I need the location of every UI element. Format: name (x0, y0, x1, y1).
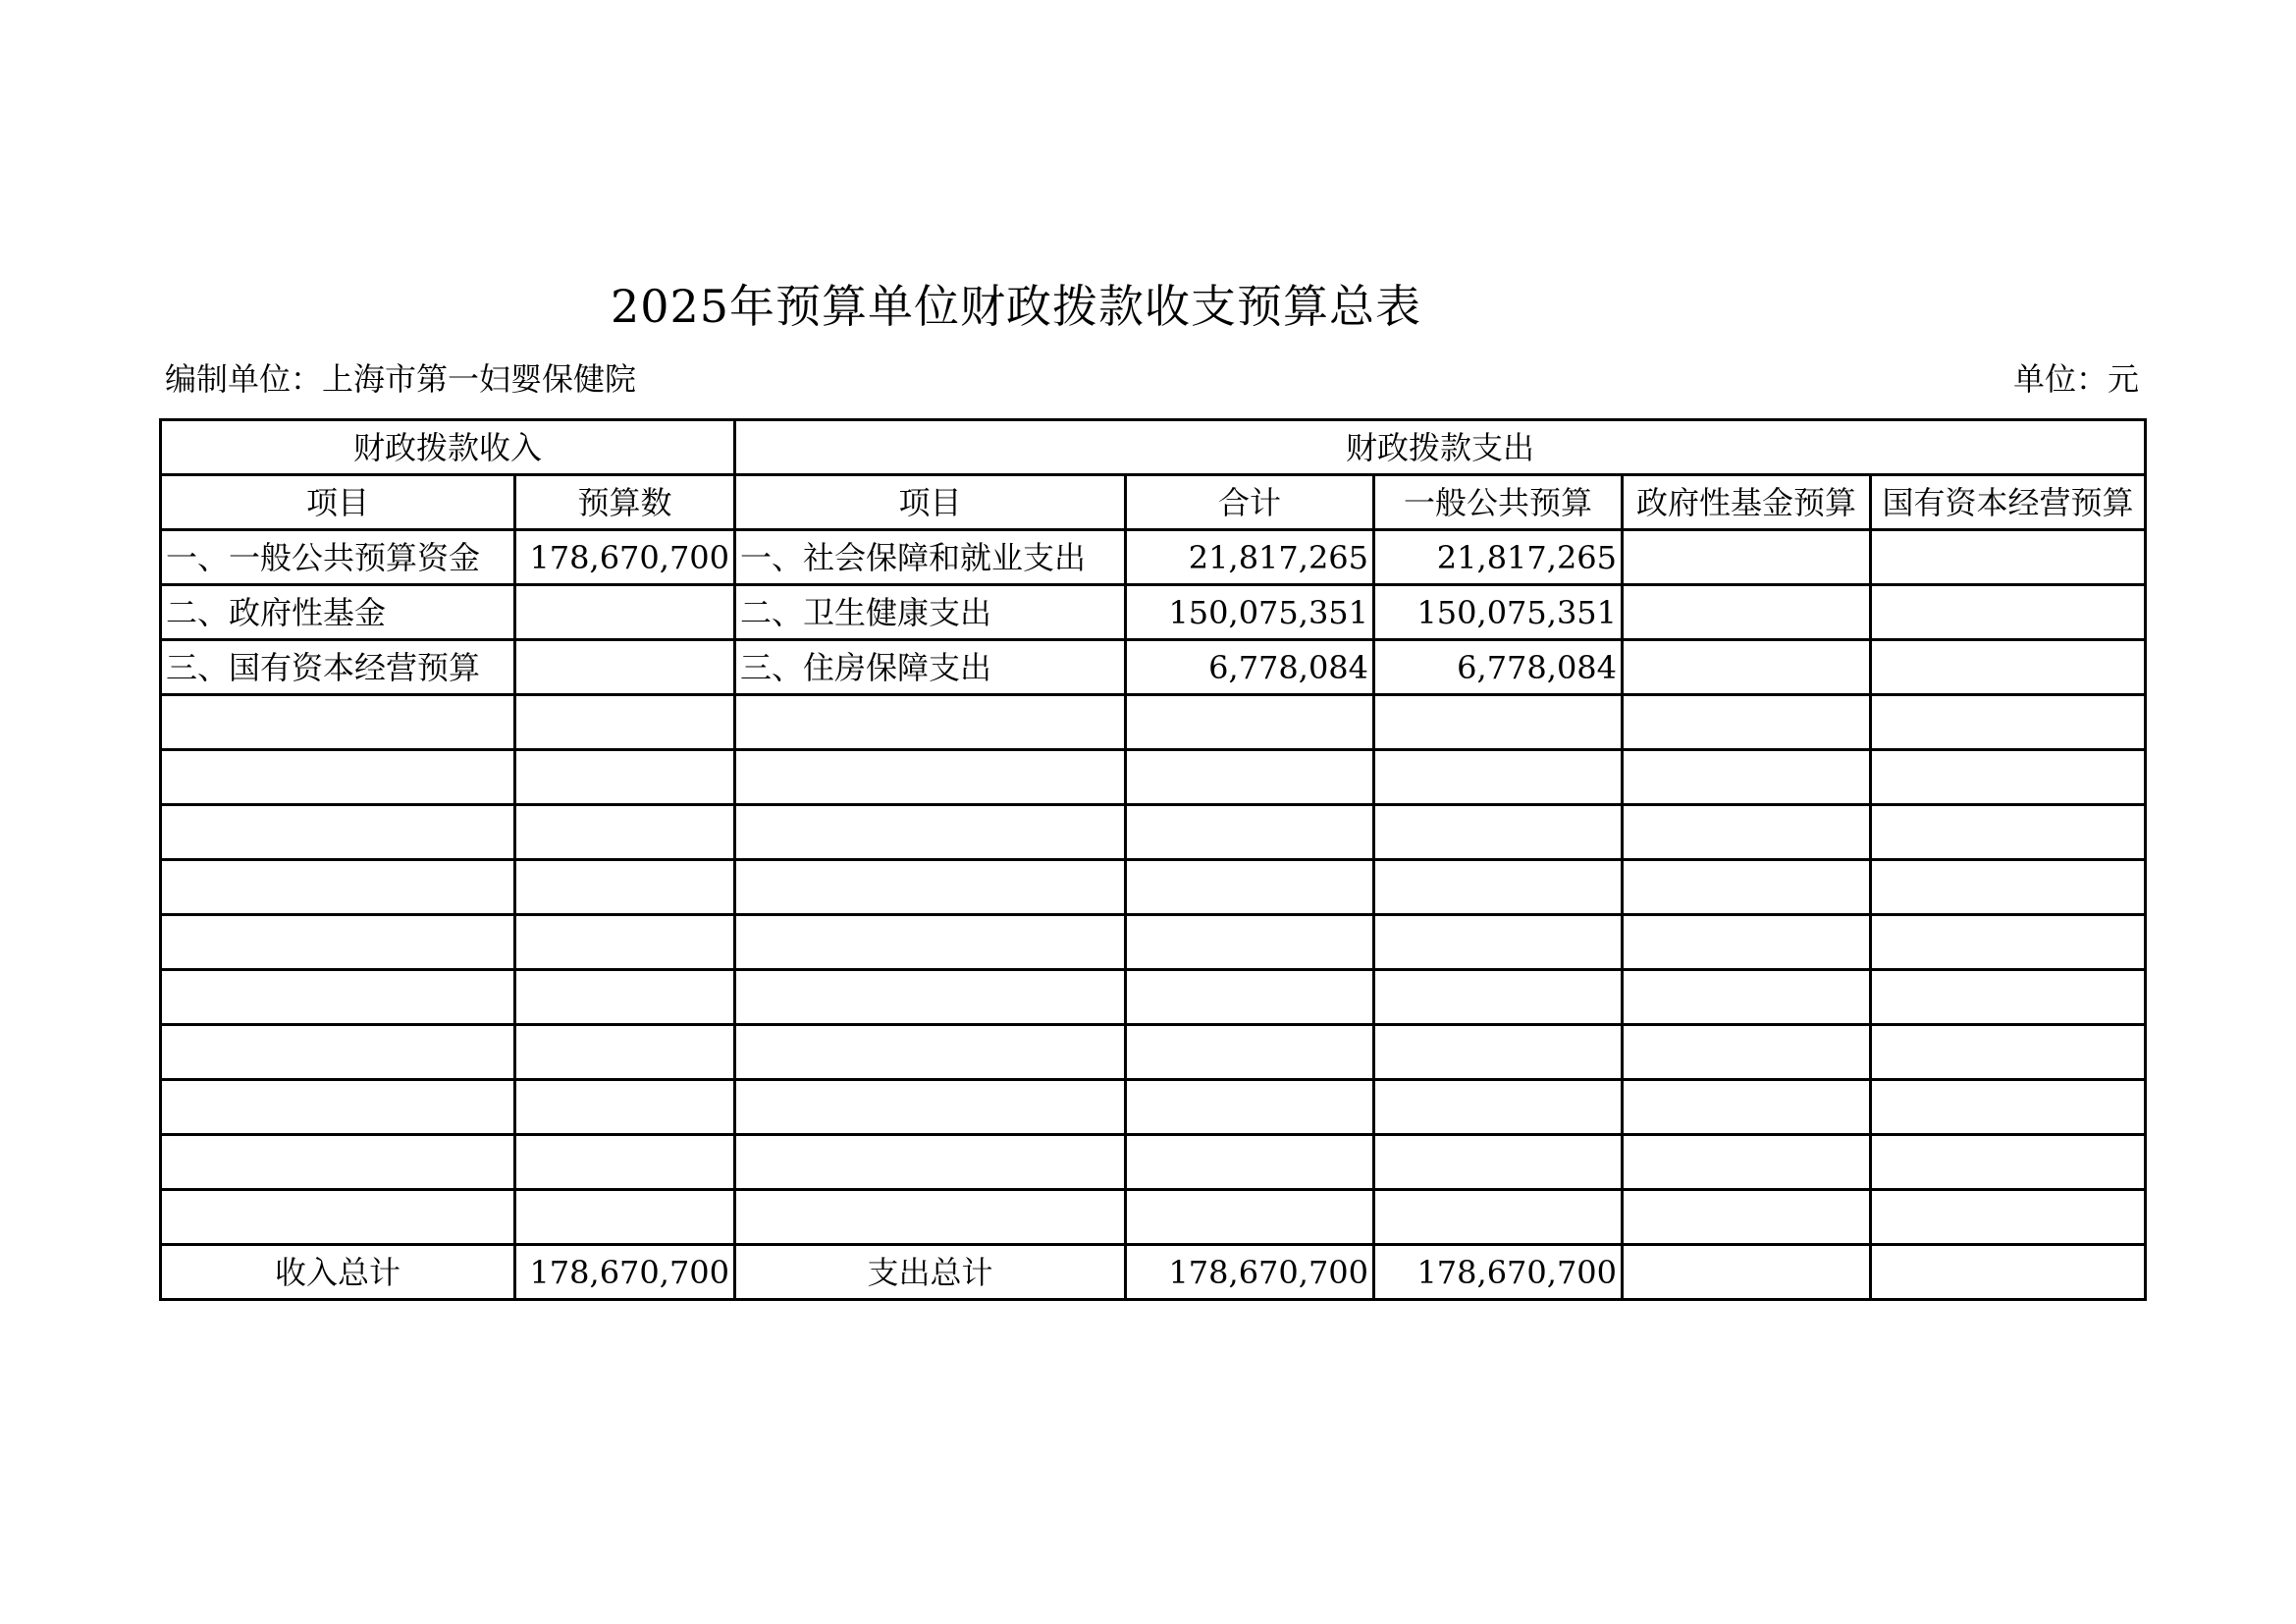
income-total-value: 178,670,700 (515, 1245, 735, 1300)
cell-expense-item: 一、社会保障和就业支出 (735, 530, 1126, 585)
cell-expense-item (735, 750, 1126, 805)
cell-income-item (161, 970, 515, 1025)
cell-gov-fund (1623, 585, 1871, 640)
col-header-income-item: 项目 (161, 475, 515, 530)
cell-state-capital (1871, 1190, 2146, 1245)
cell-total (1126, 1080, 1374, 1135)
cell-state-capital (1871, 750, 2146, 805)
budget-table (159, 418, 2147, 1301)
cell-expense-item (735, 970, 1126, 1025)
gov-fund-total-value (1623, 1245, 1871, 1300)
cell-state-capital (1871, 530, 2146, 585)
cell-income-budget (515, 585, 735, 640)
compiling-unit: 编制单位：上海市第一妇婴保健院 (165, 360, 637, 398)
cell-general-public (1374, 750, 1623, 805)
table-row (161, 1190, 2146, 1245)
cell-income-budget (515, 860, 735, 915)
cell-general-public (1374, 915, 1623, 970)
table-row (161, 915, 2146, 970)
cell-general-public (1374, 1190, 1623, 1245)
cell-expense-item (735, 695, 1126, 750)
cell-expense-item (735, 915, 1126, 970)
cell-income-budget (515, 750, 735, 805)
cell-income-budget (515, 805, 735, 860)
cell-income-item (161, 1190, 515, 1245)
table-row (161, 860, 2146, 915)
cell-gov-fund (1623, 640, 1871, 695)
cell-gov-fund (1623, 1025, 1871, 1080)
table-row (161, 970, 2146, 1025)
cell-state-capital (1871, 970, 2146, 1025)
cell-total (1126, 860, 1374, 915)
cell-income-budget (515, 970, 735, 1025)
expense-total-label: 支出总计 (735, 1245, 1126, 1300)
col-header-gov-fund: 政府性基金预算 (1623, 475, 1871, 530)
cell-total (1126, 1135, 1374, 1190)
table-row (161, 1135, 2146, 1190)
totals-row (161, 1245, 2146, 1300)
cell-gov-fund (1623, 530, 1871, 585)
cell-state-capital (1871, 640, 2146, 695)
cell-income-budget: 178,670,700 (515, 530, 735, 585)
table-row (161, 530, 2146, 585)
cell-gov-fund (1623, 970, 1871, 1025)
cell-general-public (1374, 970, 1623, 1025)
cell-state-capital (1871, 1025, 2146, 1080)
cell-general-public: 21,817,265 (1374, 530, 1623, 585)
cell-expense-item (735, 1080, 1126, 1135)
cell-income-item (161, 860, 515, 915)
cell-state-capital (1871, 860, 2146, 915)
cell-income-item (161, 1135, 515, 1190)
cell-total (1126, 970, 1374, 1025)
cell-income-budget (515, 1190, 735, 1245)
cell-state-capital (1871, 915, 2146, 970)
cell-income-budget (515, 695, 735, 750)
cell-expense-item: 二、卫生健康支出 (735, 585, 1126, 640)
table-row (161, 1025, 2146, 1080)
expense-total-value: 178,670,700 (1126, 1245, 1374, 1300)
cell-state-capital (1871, 805, 2146, 860)
cell-state-capital (1871, 1080, 2146, 1135)
cell-income-item: 三、国有资本经营预算 (161, 640, 515, 695)
cell-income-budget (515, 915, 735, 970)
cell-gov-fund (1623, 695, 1871, 750)
page-title: 2025年预算单位财政拨款收支预算总表 (610, 280, 1422, 333)
cell-income-item: 一、一般公共预算资金 (161, 530, 515, 585)
cell-gov-fund (1623, 805, 1871, 860)
expense-group-header: 财政拨款支出 (735, 420, 2146, 475)
cell-general-public (1374, 1080, 1623, 1135)
cell-expense-item (735, 860, 1126, 915)
table-row (161, 585, 2146, 640)
cell-expense-item: 三、住房保障支出 (735, 640, 1126, 695)
col-header-general-public: 一般公共预算 (1374, 475, 1623, 530)
cell-total (1126, 750, 1374, 805)
cell-income-item (161, 805, 515, 860)
cell-income-item (161, 915, 515, 970)
table-row (161, 695, 2146, 750)
cell-income-budget (515, 640, 735, 695)
cell-total: 150,075,351 (1126, 585, 1374, 640)
cell-state-capital (1871, 1135, 2146, 1190)
col-header-total: 合计 (1126, 475, 1374, 530)
cell-expense-item (735, 1190, 1126, 1245)
cell-income-item (161, 695, 515, 750)
col-header-expense-item: 项目 (735, 475, 1126, 530)
cell-income-item (161, 1080, 515, 1135)
income-total-label: 收入总计 (161, 1245, 515, 1300)
cell-total: 6,778,084 (1126, 640, 1374, 695)
cell-general-public: 150,075,351 (1374, 585, 1623, 640)
cell-income-budget (515, 1080, 735, 1135)
cell-total (1126, 695, 1374, 750)
table-row (161, 805, 2146, 860)
cell-income-item: 二、政府性基金 (161, 585, 515, 640)
cell-income-item (161, 1025, 515, 1080)
table-row (161, 640, 2146, 695)
cell-income-item (161, 750, 515, 805)
cell-general-public (1374, 695, 1623, 750)
currency-unit: 单位：元 (2012, 360, 2139, 398)
cell-total (1126, 1190, 1374, 1245)
cell-total (1126, 915, 1374, 970)
col-header-state-capital: 国有资本经营预算 (1871, 475, 2146, 530)
cell-general-public (1374, 860, 1623, 915)
cell-state-capital (1871, 695, 2146, 750)
cell-state-capital (1871, 585, 2146, 640)
cell-expense-item (735, 805, 1126, 860)
state-capital-total-value (1871, 1245, 2146, 1300)
column-header-row (161, 475, 2146, 530)
cell-gov-fund (1623, 750, 1871, 805)
cell-general-public (1374, 805, 1623, 860)
general-public-total-value: 178,670,700 (1374, 1245, 1623, 1300)
cell-total: 21,817,265 (1126, 530, 1374, 585)
cell-expense-item (735, 1025, 1126, 1080)
cell-gov-fund (1623, 1080, 1871, 1135)
cell-total (1126, 1025, 1374, 1080)
cell-gov-fund (1623, 1190, 1871, 1245)
cell-income-budget (515, 1025, 735, 1080)
cell-gov-fund (1623, 915, 1871, 970)
table-row (161, 750, 2146, 805)
cell-general-public (1374, 1025, 1623, 1080)
cell-gov-fund (1623, 1135, 1871, 1190)
cell-gov-fund (1623, 860, 1871, 915)
cell-general-public: 6,778,084 (1374, 640, 1623, 695)
col-header-income-budget: 预算数 (515, 475, 735, 530)
table-row (161, 1080, 2146, 1135)
cell-general-public (1374, 1135, 1623, 1190)
cell-expense-item (735, 1135, 1126, 1190)
cell-income-budget (515, 1135, 735, 1190)
cell-total (1126, 805, 1374, 860)
income-group-header: 财政拨款收入 (161, 420, 735, 475)
group-header-row (161, 420, 2146, 475)
